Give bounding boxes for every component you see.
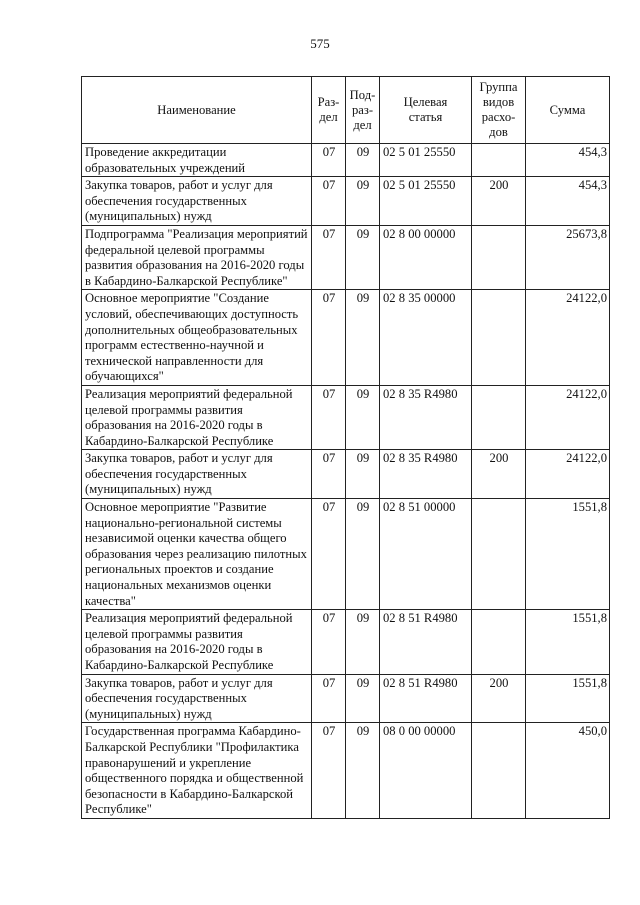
row-name-cell: Проведение аккредитации образовательных учреждений (82, 144, 312, 177)
row-gruppa-cell (472, 723, 526, 819)
header-razdel: Раз- дел (312, 77, 346, 144)
row-summa-cell: 1551,8 (526, 674, 610, 723)
row-podrazdel-cell: 09 (346, 674, 380, 723)
row-gruppa-cell: 200 (472, 177, 526, 226)
row-summa-cell: 25673,8 (526, 225, 610, 289)
row-razdel-cell: 07 (312, 674, 346, 723)
row-gruppa-cell (472, 225, 526, 289)
row-summa-cell: 1551,8 (526, 499, 610, 610)
row-summa-cell: 454,3 (526, 144, 610, 177)
header-summa: Сумма (526, 77, 610, 144)
row-name-cell: Реализация мероприятий федеральной целевой программы развития образования на 2016-2020 годы в Кабардино-Балкарской Республике (82, 385, 312, 449)
row-celevaya-cell: 02 8 35 00000 (380, 290, 472, 386)
row-podrazdel-cell: 09 (346, 499, 380, 610)
table-row (82, 674, 610, 723)
row-razdel-cell: 07 (312, 290, 346, 386)
budget-table (81, 76, 610, 819)
row-podrazdel-cell: 09 (346, 225, 380, 289)
row-summa-cell: 24122,0 (526, 450, 610, 499)
table-row (82, 225, 610, 289)
row-podrazdel-cell: 09 (346, 385, 380, 449)
row-razdel-cell: 07 (312, 144, 346, 177)
page-number: 575 (310, 36, 330, 51)
row-name-cell: Основное мероприятие "Развитие национально-региональной системы независимой оценки качества общего образования через реализацию пилотных региональных проектов и создание национальных механизмов оценки качества" (82, 499, 312, 610)
row-celevaya-cell: 02 8 51 00000 (380, 499, 472, 610)
table-row (82, 450, 610, 499)
table-row (82, 385, 610, 449)
row-summa-cell: 450,0 (526, 723, 610, 819)
table-row (82, 499, 610, 610)
row-gruppa-cell: 200 (472, 450, 526, 499)
row-podrazdel-cell: 09 (346, 723, 380, 819)
table-row (82, 177, 610, 226)
row-celevaya-cell: 02 8 00 00000 (380, 225, 472, 289)
row-name-cell: Реализация мероприятий федеральной целевой программы развития образования на 2016-2020 годы в Кабардино-Балкарской Республике (82, 610, 312, 674)
table-row (82, 144, 610, 177)
row-celevaya-cell: 02 8 51 R4980 (380, 674, 472, 723)
row-name-cell: Закупка товаров, работ и услуг для обеспечения государственных (муниципальных) нужд (82, 450, 312, 499)
header-celevaya: Целевая статья (380, 77, 472, 144)
row-razdel-cell: 07 (312, 499, 346, 610)
row-name-cell: Закупка товаров, работ и услуг для обеспечения государственных (муниципальных) нужд (82, 177, 312, 226)
row-celevaya-cell: 02 8 51 R4980 (380, 610, 472, 674)
row-gruppa-cell (472, 144, 526, 177)
row-celevaya-cell: 02 8 35 R4980 (380, 385, 472, 449)
row-summa-cell: 454,3 (526, 177, 610, 226)
row-name-cell: Подпрограмма "Реализация мероприятий федеральной целевой программы развития образования на 2016-2020 годы в Кабардино-Балкарской Республике" (82, 225, 312, 289)
row-celevaya-cell: 02 5 01 25550 (380, 144, 472, 177)
row-podrazdel-cell: 09 (346, 144, 380, 177)
row-podrazdel-cell: 09 (346, 290, 380, 386)
header-gruppa: Группа видов расхо- дов (472, 77, 526, 144)
row-razdel-cell: 07 (312, 610, 346, 674)
row-razdel-cell: 07 (312, 177, 346, 226)
header-podrazdel: Под- раз- дел (346, 77, 380, 144)
row-summa-cell: 24122,0 (526, 290, 610, 386)
row-razdel-cell: 07 (312, 225, 346, 289)
row-gruppa-cell (472, 499, 526, 610)
row-gruppa-cell (472, 385, 526, 449)
row-summa-cell: 1551,8 (526, 610, 610, 674)
table-row (82, 290, 610, 386)
row-podrazdel-cell: 09 (346, 450, 380, 499)
row-razdel-cell: 07 (312, 723, 346, 819)
table-row (82, 610, 610, 674)
row-gruppa-cell (472, 290, 526, 386)
row-razdel-cell: 07 (312, 385, 346, 449)
row-name-cell: Государственная программа Кабардино-Балкарской Республики "Профилактика правонарушений и укрепление общественного порядка и общественной безопасности в Кабардино-Балкарской Республике" (82, 723, 312, 819)
row-gruppa-cell (472, 610, 526, 674)
row-celevaya-cell: 08 0 00 00000 (380, 723, 472, 819)
row-celevaya-cell: 02 5 01 25550 (380, 177, 472, 226)
table-header-row (82, 77, 610, 144)
row-name-cell: Закупка товаров, работ и услуг для обеспечения государственных (муниципальных) нужд (82, 674, 312, 723)
row-gruppa-cell: 200 (472, 674, 526, 723)
row-name-cell: Основное мероприятие "Создание условий, обеспечивающих доступность дополнительных общеобразовательных программ естественно-научной и технической направленности для обучающихся" (82, 290, 312, 386)
row-summa-cell: 24122,0 (526, 385, 610, 449)
header-name: Наименование (82, 77, 312, 144)
row-podrazdel-cell: 09 (346, 610, 380, 674)
table-row (82, 723, 610, 819)
row-podrazdel-cell: 09 (346, 177, 380, 226)
row-razdel-cell: 07 (312, 450, 346, 499)
row-celevaya-cell: 02 8 35 R4980 (380, 450, 472, 499)
